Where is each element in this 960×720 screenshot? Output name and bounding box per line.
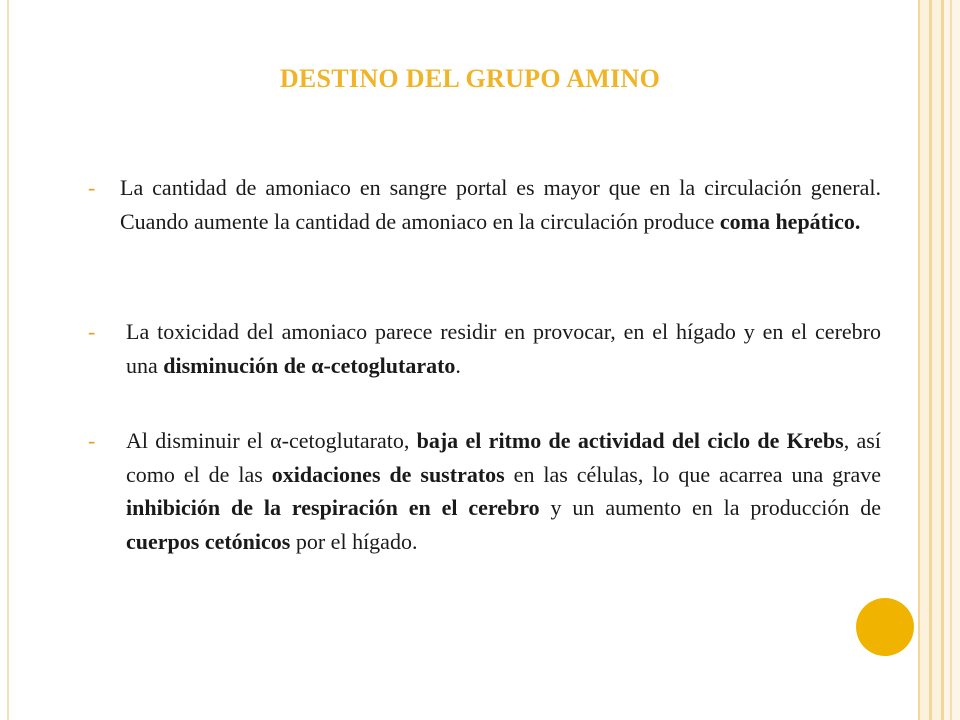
left-border-line xyxy=(7,0,9,720)
decor-stripe xyxy=(944,0,960,720)
decor-stripe xyxy=(920,0,929,720)
bullet-text xyxy=(126,424,881,558)
bullet-dash: - xyxy=(88,319,96,344)
text-segment: , así como el de las xyxy=(126,428,881,487)
bold-text: disminución de α-cetoglutarato xyxy=(163,352,456,378)
text-segment: en las células, lo que acarrea una grave xyxy=(504,461,881,487)
decor-stripe xyxy=(932,0,941,720)
slide-title: DESTINO DEL GRUPO AMINO xyxy=(279,64,661,93)
bold-text: oxidaciones de sustratos xyxy=(271,461,505,487)
decor-stripe xyxy=(950,0,952,720)
text-segment: y un aumento en la producción de xyxy=(539,495,881,520)
bullet-text xyxy=(120,171,881,238)
bullet-dash: - xyxy=(88,428,96,453)
text-segment: por el hígado. xyxy=(290,528,418,554)
bullet-item-1 xyxy=(88,171,881,238)
text-segment: Al disminuir el α-cetoglutarato, xyxy=(126,428,417,453)
bold-text: inhibición de la respiración en el cerebro xyxy=(126,495,540,520)
text-segment: . xyxy=(455,352,461,378)
bullet-text xyxy=(126,315,881,382)
bold-text: cuerpos cetónicos xyxy=(126,528,291,554)
bold-text: baja el ritmo de actividad del ciclo de Krebs xyxy=(416,428,844,453)
bullet-item-3 xyxy=(88,424,881,558)
text-segment: La toxicidad del amoniaco parece residir en provocar, en el hígado y en el cerebro una xyxy=(126,319,881,378)
decor-circle xyxy=(856,598,914,656)
bullet-dash: - xyxy=(88,175,96,200)
bold-text: coma hepático. xyxy=(719,208,861,234)
bullet-item-2 xyxy=(88,315,881,382)
text-segment: La cantidad de amoniaco en sangre portal es mayor que en la circulación general. Cuando aumente la cantidad de amoniaco en la circulación produce xyxy=(120,175,881,234)
